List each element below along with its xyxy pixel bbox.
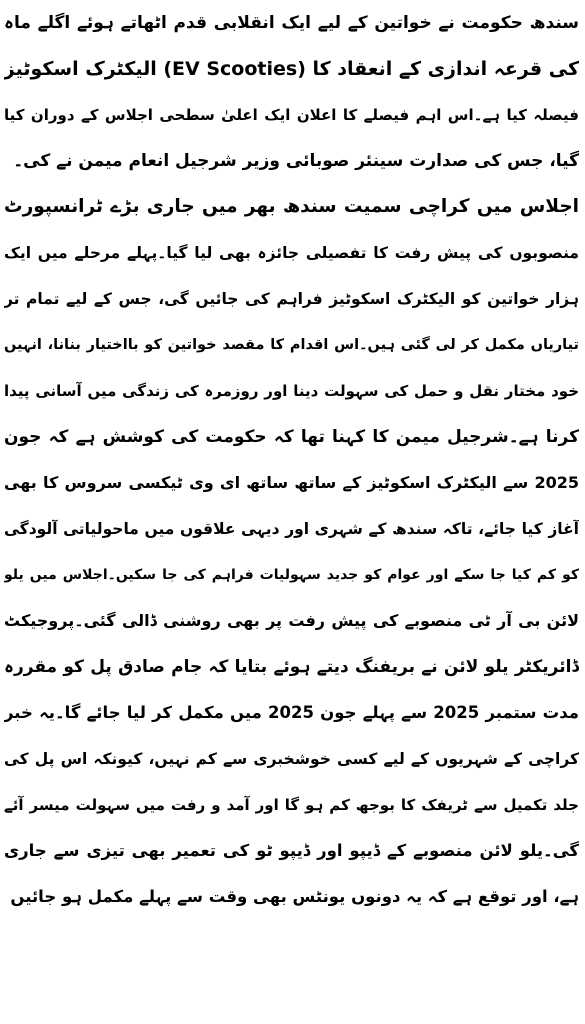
- text-line: کرنا ہے۔شرجیل میمن کا کہنا تھا کہ حکومت کی کوشش ہے کہ جون: [4, 427, 579, 447]
- article-paragraph-1: [4, 0, 579, 184]
- text-line: فیصلہ کیا ہے۔اس اہم فیصلے کا اعلان ایک اعلیٰ سطحی اجلاس کے دوران کیا: [4, 106, 579, 124]
- text-line: ہزار خواتین کو الیکٹرک اسکوٹیز فراہم کی جائیں گی، جس کے لیے تمام تر: [4, 290, 579, 308]
- text-line: ڈائریکٹر یلو لائن نے بریفنگ دیتے ہوئے بتایا کہ جام صادق پل کو مقررہ: [4, 657, 579, 677]
- text-line: منصوبوں کی پیش رفت کا تفصیلی جائزہ بھی لیا گیا۔پہلے مرحلے میں ایک: [4, 244, 579, 262]
- text-line: آغاز کیا جائے، تاکہ سندھ کے شہری اور دیہی علاقوں میں ماحولیاتی آلودگی: [4, 520, 579, 538]
- text-line: اجلاس میں کراچی سمیت سندھ بھر میں جاری بڑے ٹرانسپورٹ: [4, 196, 579, 217]
- text-line: سندھ حکومت نے خواتین کے لیے ایک انقلابی قدم اٹھاتے ہوئے اگلے ماہ: [4, 13, 579, 33]
- text-line: گیا، جس کی صدارت سینئر صوبائی وزیر شرجیل انعام میمن نے کی۔: [13, 151, 579, 171]
- text-line: ہے، اور توقع ہے کہ یہ دونوں یونٹس بھی وقت سے پہلے مکمل ہو جائیں: [10, 887, 579, 906]
- text-line: کی قرعہ اندازی کے انعقاد کا (EV Scooties) الیکٹرک اسکوٹیز: [4, 58, 579, 80]
- text-line: مدت ستمبر 2025 سے پہلے جون 2025 میں مکمل کر لیا جائے گا۔یہ خبر: [4, 703, 579, 722]
- text-line: لائن بی آر ٹی منصوبے کی پیش رفت پر بھی روشنی ڈالی گئی۔پروجیکٹ: [4, 611, 579, 630]
- text-line: کراچی کے شہریوں کے لیے کسی خوشخبری سے کم نہیں، کیونکہ اس پل کی: [4, 750, 579, 768]
- text-line: کو کم کیا جا سکے اور عوام کو جدید سہولیات فراہم کی جا سکیں۔اجلاس میں یلو: [4, 567, 579, 583]
- text-line: خود مختار نقل و حمل کی سہولت دینا اور روزمرہ کی زندگی میں آسانی پیدا: [4, 382, 579, 400]
- text-line: تیاریاں مکمل کر لی گئی ہیں۔اس اقدام کا مقصد خواتین کو بااختیار بنانا، انہیں: [4, 337, 579, 353]
- text-line: گی۔یلو لائن منصوبے کے ڈیپو اور ڈیپو ٹو کی تعمیر بھی تیزی سے جاری: [4, 841, 579, 860]
- article-paragraph-2: [4, 184, 579, 920]
- text-line: 2025 سے الیکٹرک اسکوٹیز کے ساتھ ساتھ ای وی ٹیکسی سروس کا بھی: [4, 473, 579, 492]
- text-line: جلد تکمیل سے ٹریفک کا بوجھ کم ہو گا اور آمد و رفت میں سہولت میسر آئے: [4, 796, 579, 814]
